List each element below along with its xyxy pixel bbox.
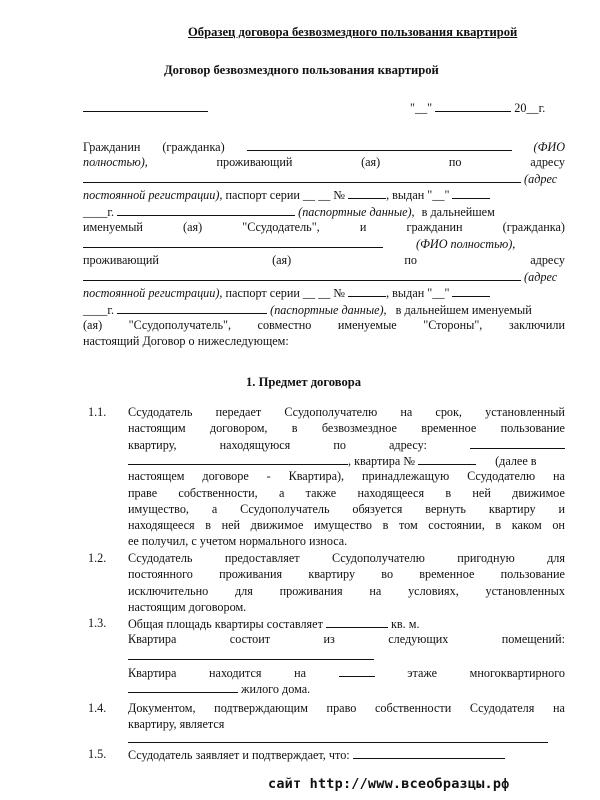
word: настоящим: [128, 421, 186, 435]
word: (далее в: [495, 454, 537, 468]
word: многоквартирного: [469, 666, 565, 680]
word: жилого дома.: [241, 682, 311, 696]
word: Гражданин: [83, 140, 141, 154]
word: находящееся: [357, 486, 425, 500]
word: а: [211, 502, 218, 516]
word: ней: [472, 486, 491, 500]
issue-blank-2[interactable]: [452, 285, 490, 297]
word: находящуюся: [219, 438, 291, 452]
word: пользование: [500, 567, 565, 581]
word: в дальнейшем именуемый: [395, 303, 532, 317]
word: проживающий: [216, 155, 293, 169]
preamble-line-13: настоящий Договор о нижеследующем:: [83, 334, 289, 348]
passport-number-blank-2[interactable]: [348, 285, 386, 297]
issue-blank[interactable]: [452, 187, 490, 199]
item-number: 1.5.: [88, 747, 107, 761]
word: имущество,: [128, 502, 189, 516]
word: собственности: [374, 701, 452, 715]
item-1-3-line-2: [128, 632, 565, 647]
word: (ая): [83, 318, 103, 332]
word: этаже: [407, 666, 438, 680]
word: праве: [128, 486, 158, 500]
word: том: [398, 518, 418, 532]
preamble-line-2: [83, 155, 565, 170]
word: "Ссудодатель",: [242, 220, 320, 234]
word: адресу: [530, 253, 565, 267]
passport-data-blank[interactable]: [117, 204, 295, 216]
word: квартиру,: [128, 438, 177, 452]
word: проживающий: [83, 253, 159, 267]
word: заключили: [508, 318, 565, 332]
section-1-title: 1. Предмет договора: [246, 375, 362, 389]
fio-blank-2[interactable]: [83, 236, 383, 248]
word: постоянного: [128, 567, 193, 581]
address-blank-2[interactable]: [83, 269, 521, 281]
word: (гражданка): [502, 220, 565, 234]
word: в: [445, 486, 452, 500]
word: квартиру: [308, 567, 356, 581]
word: пользование: [500, 421, 565, 435]
preamble-line-5: [83, 204, 495, 220]
word: из: [323, 632, 335, 646]
word: срок,: [435, 405, 462, 419]
item-number: 1.3.: [88, 616, 107, 630]
word: договоре: [202, 469, 249, 483]
word: состоянии,: [428, 518, 485, 532]
word: для: [234, 584, 253, 598]
word: безвозмездное: [321, 421, 397, 435]
word: находится: [209, 666, 262, 680]
word: квартиру: [488, 502, 536, 516]
site-footer[interactable]: сайт http://www.всеобразцы.рф: [268, 776, 510, 792]
word: по: [404, 253, 418, 267]
word: по: [333, 438, 346, 452]
word: каком: [511, 518, 542, 532]
word: Ссудополучатель: [240, 502, 330, 516]
item-1-1-line-3: [128, 437, 565, 453]
word: настоящем: [128, 469, 185, 483]
word: на: [369, 584, 382, 598]
item-1-1-line-5: [128, 469, 565, 484]
date-year: 20__г.: [514, 101, 546, 115]
word: (ая): [272, 253, 292, 267]
word: -: [266, 469, 271, 483]
word: находящееся: [128, 518, 195, 532]
word: адресу: [530, 155, 565, 169]
word: кв. м.: [391, 617, 420, 631]
word: подтверждающим: [214, 701, 308, 715]
apartment-address-blank[interactable]: [470, 437, 565, 449]
word: а: [278, 486, 285, 500]
city-blank[interactable]: [83, 100, 208, 112]
apartment-address-blank-2[interactable]: [128, 453, 348, 465]
word: помещений:: [501, 632, 565, 646]
word: установленный: [485, 405, 565, 419]
floor-blank[interactable]: [339, 665, 375, 677]
item-1-1-line-7: [128, 502, 565, 517]
word: (адрес: [524, 270, 558, 284]
word: на: [294, 666, 307, 680]
word: договором,: [209, 421, 268, 435]
item-number: 1.4.: [88, 701, 107, 715]
preamble-line-1: [83, 139, 565, 155]
word: на: [553, 701, 565, 715]
word: , выдан "__": [386, 286, 450, 300]
word: временное: [421, 421, 477, 435]
preamble-line-11: [83, 302, 532, 318]
word: Квартира: [128, 632, 177, 646]
word: передает: [215, 405, 262, 419]
word: (ФИО полностью),: [416, 237, 516, 251]
item-1-1-line-8: [128, 518, 565, 533]
word: в: [205, 518, 211, 532]
word: Ссудодатель: [128, 405, 193, 419]
word: Ссудодателю: [467, 469, 536, 483]
word: полностью),: [83, 155, 148, 169]
word: вернуть: [425, 502, 466, 516]
word: именуемые: [337, 318, 397, 332]
address-blank[interactable]: [83, 171, 521, 183]
word: в: [382, 518, 389, 532]
word: предоставляет: [224, 551, 300, 565]
word: в: [495, 518, 502, 532]
word: Ссудополучателю: [284, 405, 378, 419]
word: (ФИО: [533, 140, 565, 154]
word: гражданин: [406, 220, 463, 234]
word: Ссудодателя: [469, 701, 535, 715]
word: (гражданка): [162, 140, 225, 154]
word: исключительно: [128, 584, 209, 598]
word: (ая): [183, 220, 203, 234]
item-1-3-line-1: [128, 616, 420, 632]
word: во: [381, 567, 394, 581]
word: Ссудополучателю: [331, 551, 425, 565]
item-1-2-line-4: настоящим договором.: [128, 600, 247, 614]
preamble-line-10: [83, 285, 490, 301]
word: на: [400, 405, 413, 419]
word: условиях,: [408, 584, 459, 598]
header-title: Образец договора безвозмездного пользования квартирой: [188, 25, 518, 39]
word: следующих: [388, 632, 449, 646]
word: проживания: [279, 584, 343, 598]
word: (паспортные данные),: [298, 205, 415, 219]
item-1-3-line-3: [128, 648, 374, 664]
word: Документом,: [128, 701, 196, 715]
contract-title: Договор безвозмездного пользования квартирой: [164, 63, 439, 77]
item-1-1-line-2: [128, 421, 565, 436]
word: Ссудодатель: [128, 551, 193, 565]
word: он: [552, 518, 565, 532]
item-1-3-line-4: [128, 665, 565, 681]
word: собственности,: [178, 486, 258, 500]
preamble-line-7: [83, 236, 515, 252]
item-1-4-line-2: квартиру, является: [128, 717, 225, 731]
word: проживания: [219, 567, 283, 581]
word: , выдан "__": [386, 188, 450, 202]
item-1-4-line-3: [128, 731, 548, 747]
passport-data-blank-2[interactable]: [117, 302, 267, 314]
word: принадлежащую: [362, 469, 450, 483]
statement-blank[interactable]: [353, 747, 505, 759]
word: совместно: [257, 318, 312, 332]
area-blank[interactable]: [326, 616, 388, 628]
item-1-1-line-9: ее получил, с учетом нормального износа.: [128, 534, 348, 548]
word: паспорт серии __ __ №: [225, 188, 346, 202]
item-1-1-line-4: [128, 453, 537, 469]
word: адресу:: [388, 438, 427, 452]
item-1-2-line-2: [128, 567, 565, 582]
word: в: [291, 421, 298, 435]
word: Квартира),: [288, 469, 345, 483]
word: пригодную: [457, 551, 515, 565]
word: обязуется: [352, 502, 403, 516]
item-1-2-line-1: [128, 551, 565, 566]
word: , квартира №: [348, 454, 415, 468]
preamble-line-6: [83, 220, 565, 235]
word: для: [547, 551, 565, 565]
preamble-line-4: [83, 187, 490, 203]
word: (ая): [361, 155, 381, 169]
preamble-line-9: [83, 269, 557, 285]
item-1-2-line-3: [128, 584, 565, 599]
word: Квартира: [128, 666, 177, 680]
word: ____г.: [83, 303, 115, 317]
date-right: [410, 100, 545, 116]
word: Ссудодатель заявляет и подтверждает, что:: [128, 748, 350, 762]
preamble-line-12: [83, 318, 565, 333]
word: и: [359, 220, 367, 234]
word: Общая площадь квартиры составляет: [128, 617, 323, 631]
word: (адрес: [524, 172, 558, 186]
word: именуемый: [83, 220, 143, 234]
preamble-line-8: [83, 253, 565, 268]
word: в дальнейшем: [421, 205, 495, 219]
word: установленных: [485, 584, 565, 598]
word: "Стороны",: [423, 318, 483, 332]
item-1-3-line-5: [128, 681, 310, 697]
word: также: [305, 486, 337, 500]
word: на: [552, 469, 565, 483]
word: ____г.: [83, 205, 115, 219]
word: право: [326, 701, 357, 715]
rooms-blank[interactable]: [128, 648, 374, 660]
item-1-4-line-1: [128, 701, 565, 716]
item-number: 1.2.: [88, 551, 107, 565]
ownership-doc-blank[interactable]: [128, 731, 548, 743]
word: постоянной регистрации),: [83, 286, 223, 300]
word: имущество: [314, 518, 372, 532]
date-line: [83, 100, 208, 116]
word: паспорт серии __ __ №: [225, 286, 346, 300]
word: состоит: [229, 632, 271, 646]
item-1-1-line-1: [128, 405, 565, 420]
word: ней: [221, 518, 241, 532]
word: движимое: [250, 518, 304, 532]
word: и: [558, 502, 565, 516]
apartment-number-blank[interactable]: [418, 453, 476, 465]
word: (паспортные данные),: [270, 303, 387, 317]
building-blank[interactable]: [128, 681, 238, 693]
passport-number-blank[interactable]: [348, 187, 386, 199]
word: временное: [419, 567, 475, 581]
word: "Ссудополучатель",: [128, 318, 232, 332]
date-month-blank[interactable]: [435, 100, 511, 112]
item-number: 1.1.: [88, 405, 107, 419]
word: по: [448, 155, 462, 169]
preamble-line-3: [83, 171, 557, 187]
item-1-5-line-1: [128, 747, 505, 763]
item-1-1-line-6: [128, 486, 565, 501]
word: постоянной регистрации),: [83, 188, 223, 202]
word: движимое: [512, 486, 565, 500]
date-day: "__": [410, 101, 433, 115]
fio-blank[interactable]: [247, 139, 512, 151]
